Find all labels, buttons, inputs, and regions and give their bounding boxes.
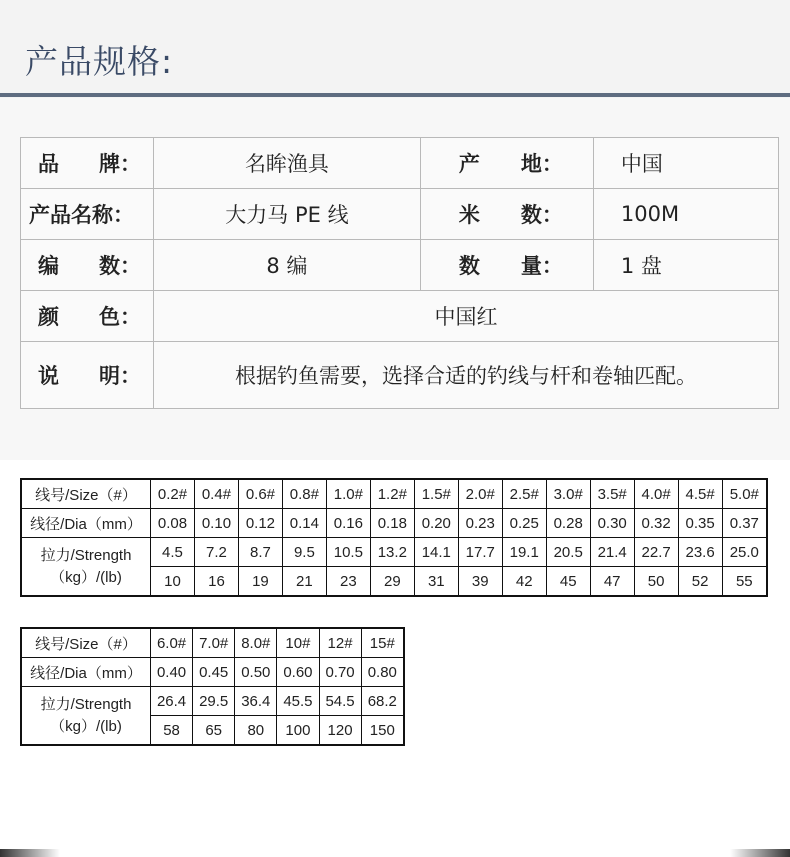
size-row xyxy=(21,628,404,658)
size-cell: 10# xyxy=(277,628,319,658)
kg-cell: 19.1 xyxy=(502,538,546,567)
qty-value: 1 盘 xyxy=(593,240,778,291)
lb-cell: 50 xyxy=(634,567,678,597)
dia-cell: 0.45 xyxy=(193,658,235,687)
size-row xyxy=(21,479,767,509)
desc-label: 说 明： xyxy=(21,342,154,409)
lb-cell: 23 xyxy=(326,567,370,597)
strength-label: 拉力/Strength （kg）/(lb) xyxy=(21,538,151,597)
size-label: 线号/Size（#） xyxy=(21,479,151,509)
spec-row-weave xyxy=(21,240,779,291)
lb-cell: 47 xyxy=(590,567,634,597)
kg-row xyxy=(21,687,404,716)
kg-cell: 4.5 xyxy=(151,538,195,567)
size-cell: 0.2# xyxy=(151,479,195,509)
dia-cell: 0.18 xyxy=(370,509,414,538)
kg-cell: 10.5 xyxy=(326,538,370,567)
kg-cell: 29.5 xyxy=(193,687,235,716)
size-cell: 1.5# xyxy=(414,479,458,509)
size-table-1 xyxy=(20,478,768,597)
size-cell: 0.6# xyxy=(238,479,282,509)
lb-cell: 100 xyxy=(277,716,319,746)
dia-cell: 0.23 xyxy=(458,509,502,538)
spec-table xyxy=(20,137,779,409)
dia-cell: 0.35 xyxy=(678,509,722,538)
dia-cell: 0.16 xyxy=(326,509,370,538)
dia-cell: 0.60 xyxy=(277,658,319,687)
dia-cell: 0.30 xyxy=(590,509,634,538)
size-cell: 1.2# xyxy=(370,479,414,509)
dia-cell: 0.28 xyxy=(546,509,590,538)
kg-cell: 20.5 xyxy=(546,538,590,567)
lb-cell: 52 xyxy=(678,567,722,597)
size-cell: 4.5# xyxy=(678,479,722,509)
kg-cell: 17.7 xyxy=(458,538,502,567)
kg-cell: 22.7 xyxy=(634,538,678,567)
length-value: 100M xyxy=(593,189,778,240)
strength-label: 拉力/Strength （kg）/(lb) xyxy=(21,687,151,746)
spec-row-desc xyxy=(21,342,779,409)
spec-row-color xyxy=(21,291,779,342)
kg-cell: 13.2 xyxy=(370,538,414,567)
kg-cell: 8.7 xyxy=(238,538,282,567)
dia-cell: 0.20 xyxy=(414,509,458,538)
size-cell: 3.5# xyxy=(590,479,634,509)
spec-row-name xyxy=(21,189,779,240)
brand-label: 品 牌： xyxy=(21,138,154,189)
brand-value: 名眸渔具 xyxy=(154,138,421,189)
color-value: 中国红 xyxy=(154,291,779,342)
kg-cell: 54.5 xyxy=(319,687,361,716)
size-cell: 15# xyxy=(361,628,404,658)
dia-cell: 0.50 xyxy=(235,658,277,687)
size-cell: 2.0# xyxy=(458,479,502,509)
dia-cell: 0.14 xyxy=(282,509,326,538)
lb-cell: 10 xyxy=(151,567,195,597)
lb-cell: 29 xyxy=(370,567,414,597)
dia-label: 线径/Dia（mm） xyxy=(21,509,151,538)
size-cell: 7.0# xyxy=(193,628,235,658)
kg-cell: 9.5 xyxy=(282,538,326,567)
kg-cell: 26.4 xyxy=(151,687,193,716)
header-divider xyxy=(0,93,790,97)
page-title: 产品规格: xyxy=(25,42,174,81)
origin-value: 中国 xyxy=(593,138,778,189)
kg-cell: 14.1 xyxy=(414,538,458,567)
dia-row xyxy=(21,658,404,687)
lb-cell: 39 xyxy=(458,567,502,597)
length-label: 米 数： xyxy=(420,189,593,240)
size-cell: 5.0# xyxy=(722,479,767,509)
dia-cell: 0.40 xyxy=(151,658,193,687)
dia-row xyxy=(21,509,767,538)
qty-label: 数 量： xyxy=(420,240,593,291)
kg-cell: 25.0 xyxy=(722,538,767,567)
lb-cell: 80 xyxy=(235,716,277,746)
size-cell: 4.0# xyxy=(634,479,678,509)
weave-label: 编 数： xyxy=(21,240,154,291)
lb-cell: 55 xyxy=(722,567,767,597)
dia-cell: 0.25 xyxy=(502,509,546,538)
bottom-right-shadow xyxy=(730,849,790,857)
size-cell: 8.0# xyxy=(235,628,277,658)
bottom-left-shadow xyxy=(0,849,60,857)
name-label: 产品名称： xyxy=(21,189,154,240)
lb-cell: 42 xyxy=(502,567,546,597)
dia-cell: 0.80 xyxy=(361,658,404,687)
kg-cell: 23.6 xyxy=(678,538,722,567)
lb-cell: 21 xyxy=(282,567,326,597)
size-label: 线号/Size（#） xyxy=(21,628,151,658)
origin-label: 产 地： xyxy=(420,138,593,189)
size-cell: 3.0# xyxy=(546,479,590,509)
size-cell: 0.8# xyxy=(282,479,326,509)
lb-cell: 31 xyxy=(414,567,458,597)
kg-row xyxy=(21,538,767,567)
dia-cell: 0.37 xyxy=(722,509,767,538)
dia-cell: 0.32 xyxy=(634,509,678,538)
lb-cell: 45 xyxy=(546,567,590,597)
size-cell: 6.0# xyxy=(151,628,193,658)
weave-value: 8 编 xyxy=(154,240,421,291)
lb-cell: 120 xyxy=(319,716,361,746)
kg-cell: 45.5 xyxy=(277,687,319,716)
lb-cell: 150 xyxy=(361,716,404,746)
size-cell: 12# xyxy=(319,628,361,658)
size-cell: 1.0# xyxy=(326,479,370,509)
spec-row-brand xyxy=(21,138,779,189)
lb-cell: 58 xyxy=(151,716,193,746)
name-value: 大力马 PE 线 xyxy=(154,189,421,240)
desc-value: 根据钓鱼需要，选择合适的钓线与杆和卷轴匹配。 xyxy=(154,342,779,409)
header-bar xyxy=(0,0,790,98)
lb-cell: 19 xyxy=(238,567,282,597)
kg-cell: 21.4 xyxy=(590,538,634,567)
dia-cell: 0.08 xyxy=(151,509,195,538)
size-table-2 xyxy=(20,627,405,746)
dia-cell: 0.12 xyxy=(238,509,282,538)
dia-label: 线径/Dia（mm） xyxy=(21,658,151,687)
size-cell: 2.5# xyxy=(502,479,546,509)
kg-cell: 36.4 xyxy=(235,687,277,716)
kg-cell: 7.2 xyxy=(194,538,238,567)
dia-cell: 0.70 xyxy=(319,658,361,687)
dia-cell: 0.10 xyxy=(194,509,238,538)
color-label: 颜 色： xyxy=(21,291,154,342)
size-cell: 0.4# xyxy=(194,479,238,509)
lb-cell: 16 xyxy=(194,567,238,597)
kg-cell: 68.2 xyxy=(361,687,404,716)
lb-cell: 65 xyxy=(193,716,235,746)
